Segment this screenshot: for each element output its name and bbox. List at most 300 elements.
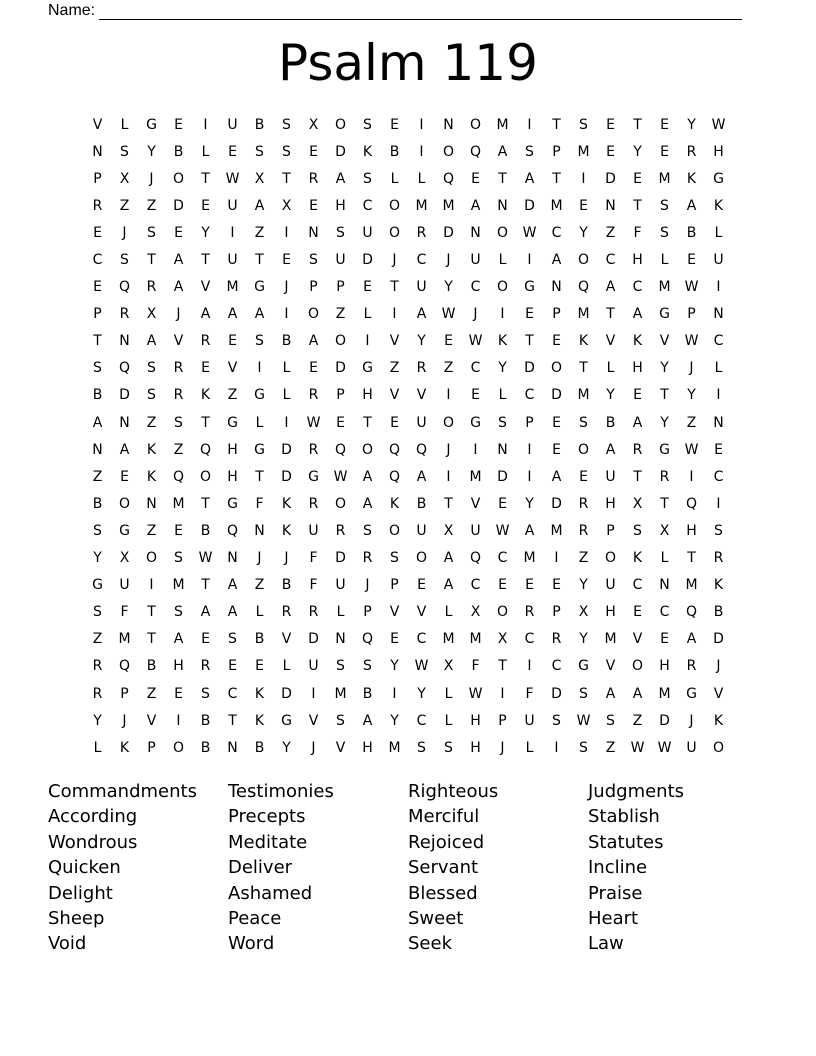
grid-letter: N — [713, 306, 724, 323]
grid-letter: L — [444, 712, 453, 729]
grid-letter: F — [633, 224, 642, 241]
grid-letter: V — [416, 604, 427, 621]
grid-letter: T — [606, 306, 615, 323]
grid-letter: X — [308, 116, 319, 133]
grid-letter: Y — [579, 631, 588, 648]
grid-letter: T — [201, 414, 210, 431]
grid-letter: E — [471, 170, 480, 187]
grid-letter: J — [716, 658, 721, 675]
grid-letter: O — [631, 658, 644, 675]
grid-letter: A — [227, 577, 238, 594]
grid-letter: E — [93, 224, 102, 241]
grid-letter: O — [496, 224, 509, 241]
grid-letter: T — [660, 387, 669, 404]
grid-letter: V — [470, 495, 481, 512]
grid-letter: S — [390, 550, 399, 567]
grid-letter: T — [147, 631, 156, 648]
grid-letter: G — [659, 306, 670, 323]
grid-letter: N — [497, 441, 508, 458]
grid-letter: Y — [444, 279, 453, 296]
grid-letter: I — [284, 414, 289, 431]
grid-letter: Q — [334, 441, 347, 458]
grid-letter: Q — [415, 441, 428, 458]
grid-letter: L — [606, 360, 615, 377]
grid-letter: O — [442, 143, 455, 160]
grid-letter: R — [173, 387, 184, 404]
grid-letter: V — [605, 658, 616, 675]
grid-letter: X — [578, 604, 589, 621]
grid-letter: E — [633, 387, 642, 404]
grid-letter: P — [120, 685, 129, 702]
grid-letter: T — [633, 116, 642, 133]
grid-letter: A — [146, 333, 157, 350]
grid-letter: D — [659, 712, 670, 729]
grid-letter: O — [118, 495, 131, 512]
grid-letter: T — [660, 495, 669, 512]
grid-letter: E — [255, 658, 264, 675]
word-list-item: Sweet — [408, 907, 464, 929]
grid-letter: M — [577, 306, 590, 323]
grid-letter: L — [714, 360, 723, 377]
grid-letter: R — [578, 522, 589, 539]
grid-letter: M — [469, 631, 482, 648]
grid-letter: A — [524, 170, 535, 187]
grid-letter: A — [686, 197, 697, 214]
grid-letter: D — [173, 197, 184, 214]
grid-letter: F — [471, 658, 480, 675]
grid-letter: T — [282, 170, 291, 187]
grid-letter: A — [686, 631, 697, 648]
word-list-item: Peace — [228, 907, 282, 929]
grid-letter: N — [605, 197, 616, 214]
grid-letter: E — [228, 143, 237, 160]
grid-letter: O — [172, 170, 185, 187]
grid-letter: R — [119, 306, 130, 323]
grid-letter: Y — [282, 739, 291, 756]
grid-letter: R — [200, 333, 211, 350]
grid-letter: W — [333, 468, 348, 485]
grid-letter: G — [227, 495, 238, 512]
grid-letter: U — [605, 577, 616, 594]
grid-letter: P — [552, 604, 561, 621]
grid-letter: O — [577, 252, 590, 269]
grid-letter: D — [551, 685, 562, 702]
grid-letter: B — [605, 414, 616, 431]
grid-letter: S — [363, 522, 372, 539]
grid-letter: R — [92, 658, 103, 675]
grid-letter: S — [174, 414, 183, 431]
word-list-item: Sheep — [48, 907, 105, 929]
grid-letter: T — [201, 252, 210, 269]
grid-letter: V — [335, 739, 346, 756]
grid-letter: S — [363, 116, 372, 133]
word-list-item: Ashamed — [228, 882, 313, 904]
grid-letter: K — [713, 577, 724, 594]
grid-letter: O — [388, 197, 401, 214]
grid-letter: T — [255, 252, 264, 269]
grid-letter: W — [306, 414, 321, 431]
grid-letter: Q — [361, 631, 374, 648]
grid-letter: E — [309, 197, 318, 214]
grid-letter: E — [471, 387, 480, 404]
grid-letter: L — [444, 604, 453, 621]
grid-letter: Q — [469, 550, 482, 567]
grid-letter: X — [146, 306, 157, 323]
word-list-item: According — [48, 806, 138, 828]
grid-letter: U — [335, 577, 346, 594]
grid-letter: I — [527, 468, 532, 485]
grid-letter: X — [254, 170, 265, 187]
word-list-item: Rejoiced — [408, 831, 485, 853]
grid-letter: Q — [388, 468, 401, 485]
grid-letter: S — [282, 116, 291, 133]
grid-letter: G — [254, 387, 265, 404]
grid-letter: N — [551, 279, 562, 296]
grid-letter: H — [632, 252, 643, 269]
grid-letter: W — [684, 279, 699, 296]
grid-letter: M — [172, 577, 185, 594]
grid-letter: W — [630, 739, 645, 756]
grid-letter: M — [442, 631, 455, 648]
grid-letter: S — [444, 739, 453, 756]
grid-letter: V — [281, 631, 292, 648]
grid-letter: V — [632, 631, 643, 648]
grid-letter: I — [554, 550, 559, 567]
grid-letter: L — [255, 414, 264, 431]
word-list-item: Deliver — [228, 857, 293, 879]
grid-letter: X — [659, 522, 670, 539]
grid-letter: J — [689, 712, 694, 729]
grid-letter: T — [228, 712, 237, 729]
grid-letter: D — [551, 387, 562, 404]
grid-letter: M — [523, 550, 536, 567]
grid-letter: P — [606, 522, 615, 539]
grid-letter: A — [173, 252, 184, 269]
grid-letter: N — [335, 631, 346, 648]
grid-letter: N — [308, 224, 319, 241]
grid-letter: M — [442, 197, 455, 214]
grid-letter: B — [254, 116, 265, 133]
grid-letter: V — [605, 333, 616, 350]
grid-letter: U — [416, 414, 427, 431]
grid-letter: N — [92, 143, 103, 160]
grid-letter: M — [658, 279, 671, 296]
grid-letter: T — [552, 116, 561, 133]
grid-letter: B — [200, 712, 211, 729]
grid-letter: E — [309, 143, 318, 160]
grid-letter: N — [119, 414, 130, 431]
grid-letter: U — [119, 577, 130, 594]
grid-letter: W — [468, 685, 483, 702]
grid-letter: B — [686, 224, 697, 241]
grid-letter: M — [118, 631, 131, 648]
grid-letter: E — [498, 495, 507, 512]
grid-letter: X — [119, 550, 130, 567]
grid-letter: Z — [254, 224, 265, 241]
grid-letter: S — [336, 712, 345, 729]
grid-letter: M — [685, 577, 698, 594]
grid-letter: E — [282, 252, 291, 269]
grid-letter: B — [281, 333, 292, 350]
grid-letter: Y — [579, 577, 588, 594]
grid-letter: R — [551, 631, 562, 648]
grid-letter: K — [497, 333, 508, 350]
grid-letter: I — [500, 685, 505, 702]
grid-letter: U — [335, 252, 346, 269]
grid-letter: V — [389, 333, 400, 350]
grid-letter: R — [200, 658, 211, 675]
grid-letter: A — [605, 279, 616, 296]
grid-letter: A — [362, 468, 373, 485]
grid-letter: O — [496, 604, 509, 621]
grid-letter: Q — [442, 170, 455, 187]
grid-letter: P — [525, 414, 534, 431]
grid-letter: Z — [92, 631, 103, 648]
grid-letter: G — [659, 441, 670, 458]
grid-letter: E — [174, 522, 183, 539]
grid-letter: A — [200, 306, 211, 323]
grid-letter: D — [362, 252, 373, 269]
grid-letter: J — [122, 224, 127, 241]
grid-letter: D — [335, 360, 346, 377]
grid-letter: O — [307, 306, 320, 323]
grid-letter: A — [551, 468, 562, 485]
grid-letter: E — [201, 631, 210, 648]
grid-letter: I — [581, 170, 586, 187]
grid-letter: D — [551, 495, 562, 512]
grid-letter: D — [281, 468, 292, 485]
grid-letter: I — [230, 224, 235, 241]
grid-letter: Q — [388, 441, 401, 458]
grid-letter: W — [684, 333, 699, 350]
grid-letter: O — [334, 116, 347, 133]
grid-letter: Z — [335, 306, 346, 323]
grid-letter: D — [497, 468, 508, 485]
grid-letter: A — [362, 712, 373, 729]
grid-letter: W — [198, 550, 213, 567]
grid-letter: S — [228, 631, 237, 648]
grid-letter: V — [389, 604, 400, 621]
grid-letter: E — [579, 197, 588, 214]
grid-letter: K — [200, 387, 211, 404]
grid-letter: J — [176, 306, 181, 323]
grid-letter: I — [527, 658, 532, 675]
grid-letter: E — [390, 116, 399, 133]
grid-letter: X — [443, 658, 454, 675]
grid-letter: N — [227, 739, 238, 756]
grid-letter: E — [525, 577, 534, 594]
grid-letter: S — [336, 224, 345, 241]
grid-letter: E — [309, 360, 318, 377]
grid-letter: I — [716, 387, 721, 404]
grid-letter: P — [498, 712, 507, 729]
grid-letter: A — [254, 306, 265, 323]
grid-letter: O — [577, 441, 590, 458]
word-list-item: Void — [48, 933, 87, 955]
grid-letter: A — [632, 306, 643, 323]
grid-letter: U — [416, 279, 427, 296]
grid-letter: I — [176, 712, 181, 729]
word-list-item: Praise — [588, 882, 643, 904]
grid-letter: V — [389, 387, 400, 404]
word-list-item: Righteous — [408, 781, 499, 802]
grid-letter: E — [228, 658, 237, 675]
grid-letter: I — [446, 387, 451, 404]
grid-letter: R — [416, 360, 427, 377]
grid-letter: E — [390, 631, 399, 648]
grid-letter: V — [227, 360, 238, 377]
grid-letter: L — [417, 170, 426, 187]
grid-letter: U — [605, 468, 616, 485]
grid-letter: I — [392, 685, 397, 702]
grid-letter: T — [363, 414, 372, 431]
grid-letter: A — [416, 306, 427, 323]
grid-letter: P — [363, 604, 372, 621]
grid-letter: G — [254, 279, 265, 296]
word-list-item: Servant — [408, 857, 479, 879]
grid-letter: E — [552, 441, 561, 458]
grid-letter: E — [660, 143, 669, 160]
grid-letter: O — [334, 333, 347, 350]
grid-letter: Z — [173, 441, 184, 458]
grid-letter: M — [334, 685, 347, 702]
grid-letter: T — [552, 170, 561, 187]
grid-letter: H — [362, 739, 373, 756]
grid-letter: L — [255, 604, 264, 621]
grid-letter: C — [659, 604, 670, 621]
grid-letter: S — [579, 116, 588, 133]
grid-letter: C — [470, 577, 481, 594]
grid-letter: T — [687, 550, 696, 567]
word-list — [48, 779, 768, 957]
grid-letter: D — [119, 387, 130, 404]
grid-letter: O — [334, 495, 347, 512]
grid-letter: Q — [685, 495, 698, 512]
grid-letter: G — [524, 279, 535, 296]
grid-letter: K — [281, 495, 292, 512]
grid-letter: L — [660, 252, 669, 269]
grid-letter: F — [120, 604, 129, 621]
grid-letter: O — [199, 468, 212, 485]
grid-letter: L — [660, 550, 669, 567]
grid-letter: J — [122, 712, 127, 729]
grid-letter: S — [147, 224, 156, 241]
grid-letter: T — [633, 468, 642, 485]
grid-letter: A — [227, 306, 238, 323]
grid-letter: U — [308, 658, 319, 675]
grid-letter: U — [362, 224, 373, 241]
grid-letter: F — [309, 577, 318, 594]
word-list-item: Commandments — [48, 781, 197, 802]
grid-letter: I — [689, 468, 694, 485]
grid-letter: N — [146, 495, 157, 512]
grid-letter: G — [578, 658, 589, 675]
grid-letter: Q — [685, 604, 698, 621]
grid-letter: A — [605, 441, 616, 458]
grid-letter: J — [500, 739, 505, 756]
grid-letter: D — [281, 685, 292, 702]
grid-letter: K — [281, 522, 292, 539]
grid-letter: D — [443, 224, 454, 241]
grid-letter: I — [419, 143, 424, 160]
grid-letter: J — [446, 441, 451, 458]
grid-letter: E — [633, 170, 642, 187]
grid-letter: S — [525, 143, 534, 160]
grid-letter: B — [416, 495, 427, 512]
grid-letter: F — [309, 550, 318, 567]
grid-letter: S — [498, 414, 507, 431]
grid-letter: Y — [687, 116, 696, 133]
grid-letter: L — [525, 739, 534, 756]
grid-letter: S — [336, 658, 345, 675]
grid-letter: M — [172, 495, 185, 512]
grid-letter: X — [443, 522, 454, 539]
grid-letter: N — [119, 333, 130, 350]
grid-letter: R — [416, 224, 427, 241]
grid-letter: I — [446, 468, 451, 485]
grid-letter: X — [632, 495, 643, 512]
grid-letter: T — [255, 468, 264, 485]
grid-letter: S — [120, 252, 129, 269]
grid-letter: S — [174, 604, 183, 621]
grid-letter: P — [336, 279, 345, 296]
grid-letter: U — [713, 252, 724, 269]
grid-letter: M — [388, 739, 401, 756]
grid-letter: C — [470, 279, 481, 296]
grid-letter: K — [362, 143, 373, 160]
grid-letter: O — [469, 116, 482, 133]
grid-letter: W — [414, 658, 429, 675]
grid-letter: Z — [254, 577, 265, 594]
grid-letter: T — [201, 495, 210, 512]
grid-letter: T — [201, 577, 210, 594]
grid-letter: D — [605, 170, 616, 187]
grid-letter: M — [550, 522, 563, 539]
grid-letter: Z — [605, 224, 616, 241]
grid-letter: C — [227, 685, 238, 702]
grid-letter: M — [604, 631, 617, 648]
grid-letter: R — [686, 658, 697, 675]
grid-letter: Z — [146, 522, 157, 539]
grid-letter: A — [254, 197, 265, 214]
grid-letter: N — [254, 522, 265, 539]
grid-letter: S — [282, 143, 291, 160]
grid-letter: J — [284, 279, 289, 296]
grid-letter: R — [659, 468, 670, 485]
grid-letter: S — [660, 224, 669, 241]
grid-letter: E — [201, 197, 210, 214]
grid-letter: K — [146, 468, 157, 485]
grid-letter: Z — [686, 414, 697, 431]
grid-letter: R — [524, 604, 535, 621]
grid-letter: G — [254, 441, 265, 458]
grid-letter: A — [416, 468, 427, 485]
grid-letter: E — [336, 414, 345, 431]
grid-letter: Z — [578, 550, 589, 567]
grid-letter: S — [93, 522, 102, 539]
grid-letter: E — [363, 279, 372, 296]
grid-letter: S — [201, 685, 210, 702]
grid-letter: L — [282, 658, 291, 675]
grid-letter: E — [390, 414, 399, 431]
grid-letter: Y — [390, 658, 399, 675]
grid-letter: L — [120, 116, 129, 133]
name-blank-line — [99, 4, 742, 20]
grid-letter: W — [711, 116, 726, 133]
grid-letter: B — [200, 522, 211, 539]
grid-letter: Z — [632, 712, 643, 729]
grid-letter: Y — [93, 550, 102, 567]
